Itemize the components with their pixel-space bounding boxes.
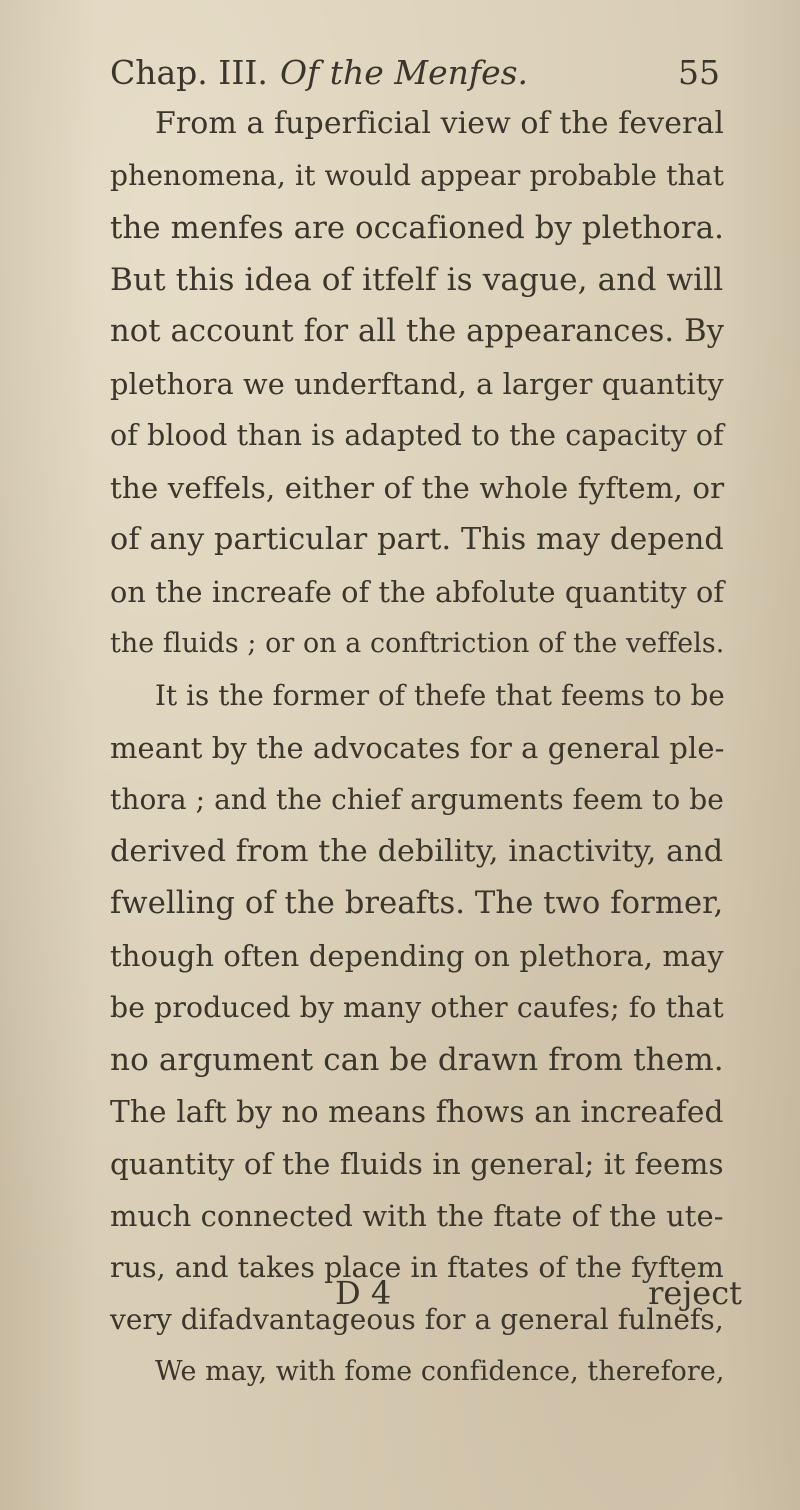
page-footer — [110, 1268, 742, 1318]
text-line: The laft by no means fhows an increafed — [110, 1094, 724, 1129]
text-line: But this idea of itfelf is vague, and will — [110, 262, 724, 298]
text-line: though often depending on plethora, may — [110, 939, 724, 973]
text-line: not account for all the appearances. By — [110, 314, 725, 349]
chapter-label: Chap. III. — [110, 53, 268, 92]
text-line: thora ; and the chief arguments feem to be — [110, 783, 724, 816]
text-line: derived from the debility, inactivity, and — [110, 834, 724, 869]
text-line: of blood than is adapted to the capacity of — [110, 419, 724, 452]
text-line: of any particular part. This may depend — [110, 522, 724, 557]
text-line: fwelling of the breafts. The two former, — [110, 886, 724, 921]
text-line: It is the former of thefe that feems to be — [155, 679, 725, 712]
text-line: the veffels, either of the whole fyftem, or — [110, 471, 725, 505]
text-line: no argument can be drawn from them. — [110, 1042, 724, 1078]
text-line: From a fuperficial view of the feveral — [155, 106, 725, 141]
text-line: much connected with the ftate of the ute- — [110, 1199, 724, 1233]
signature-mark: D 4 — [335, 1274, 392, 1312]
text-line: meant by the advocates for a general ple- — [110, 731, 725, 765]
page-number: 55 — [678, 53, 720, 92]
text-line: the fluids ; or on a conftriction of the veffels. — [110, 628, 725, 659]
body-text — [110, 98, 730, 1398]
text-line: rus, and takes place in ftates of the fyftem — [110, 1251, 724, 1284]
text-line: phenomena, it would appear probable that — [110, 159, 724, 192]
text-line: the menfes are occafioned by plethora. — [110, 210, 725, 246]
text-line: quantity of the fluids in general; it feems — [110, 1147, 724, 1181]
text-line: on the increafe of the abfolute quantity of — [110, 575, 725, 609]
catchword: reject — [648, 1274, 742, 1312]
text-line: plethora we underftand, a larger quantity — [110, 367, 724, 401]
text-line: be produced by many other caufes; fo that — [110, 991, 724, 1024]
text-line: We may, with fome confidence, therefore, — [155, 1356, 725, 1387]
running-title: Of the Menfes. — [280, 53, 529, 92]
running-header — [110, 48, 720, 98]
text-line: very difadvantageous for a general fulnefs, — [110, 1303, 724, 1336]
